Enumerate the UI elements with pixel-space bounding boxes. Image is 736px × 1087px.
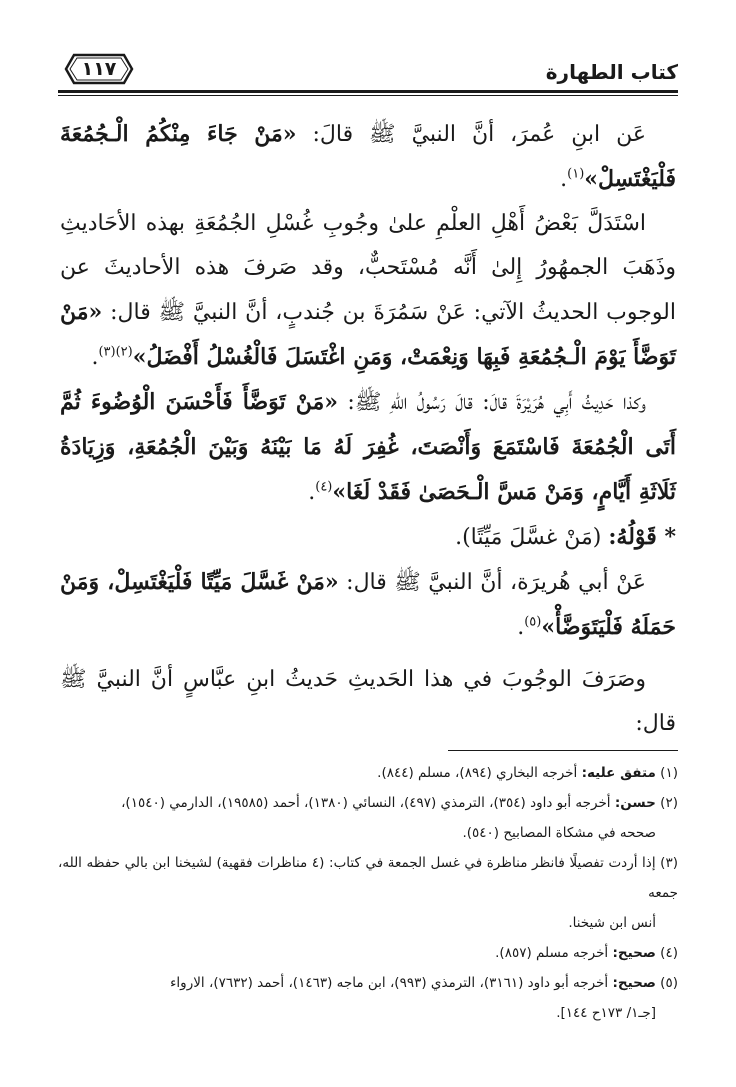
book-title: كتاب الطهارة [545,60,678,84]
footnote-grade: حسن: [614,795,656,811]
footnote-1 [58,758,678,788]
main-text [60,112,676,746]
footnote-text: أخرجه أبو داود (٣١٦١)، الترمذي (٩٩٣)، ابن ماجه (١٤٦٣)، أحمد (٧٦٣٢)، الارواء [170,975,613,991]
header-rule-thin [58,95,678,96]
star-bullet: * [656,524,676,550]
footnote-number: (١) [660,765,678,781]
footnote-separator [448,750,678,751]
footnote-grade: متفق عليه: [581,765,656,781]
paragraph-1 [60,112,676,202]
p2-hadith-quote: «مَنْ تَوَضَّأَ يَوْمَ الْـجُمُعَةِ فَبِهَا وَنِعْمَتْ، وَمَنِ اغْتَسَلَ فَالْغُسْلُ أَفْضَلُ» [60,299,676,370]
footnote-ref-1: (١) [567,166,585,182]
footnotes [58,758,678,1028]
paragraph-2 [60,202,676,380]
footnote-ref-4: (٤) [315,479,333,495]
footnote-number: (٥) [660,975,678,991]
section-heading [60,515,676,560]
footnote-3-continuation: أنس ابن شيخنا. [568,915,656,931]
footnote-number: (٣) [660,855,678,871]
footnote-4 [58,938,678,968]
page-header [58,50,678,98]
footnote-text: أخرجه أبو داود (٣٥٤)، الترمذي (٤٩٧)، النسائي (١٣٨٠)، أحمد (١٩٥٨٥)، الدارمي (١٥٤٠)، [121,795,615,811]
p5-text: وصَرَفَ الوجُوبَ في هذا الحَديثِ حَديثُ ابنِ عبَّاسٍ أنَّ النبيَّ ﷺ قال: [60,667,676,736]
p2-text: اسْتَدَلَّ بَعْضُ أَهْلِ العلْمِ علىٰ وجُوبِ غُسْلِ الجُمُعَةِ بهذه الأحَاديثِ وذَهَبَ الجمهُورُ إِلىٰ أَنَّه مُسْتَحبٌّ، وقد صَرفَ هذه الأحاديثَ عن الوجوب الحديثُ الآتي: عَنْ سَمُرَةَ بن جُندبٍ، أنَّ النبيَّ ﷺ قال: [60,211,676,325]
footnote-text: أخرجه مسلم (٨٥٧). [495,945,613,961]
heading-text: (مَنْ غسَّلَ مَيِّتًا). [455,525,609,550]
p3-lead: وكذا حَدِيثُ أَبِي هُرَيْرَةَ قالَ: قالَ رَسُولُ اللهِ ﷺ: [338,390,647,415]
footnote-5-continuation: [جـ١/ ١٧٣ح ١٤٤]. [556,1005,656,1021]
footnote-ref-5: (٥) [524,614,542,630]
p3-hadith-quote: «مَنْ تَوَضَّأَ فَأَحْسَنَ الْوُضُوءَ ثُمَّ أَتَى الْجُمُعَةَ فَاسْتَمَعَ وَأَنْصَتَ، غُفِرَ لَهُ مَا بَيْنَهُ وَبَيْنَ الْجُمُعَةِ، وَزِيَادَةُ ثَلَاثَةِ أَيَّامٍ، وَمَنْ مَسَّ الْـحَصَىٰ فَقَدْ لَغَا» [60,389,676,505]
heading-label: قَوْلُهُ: [608,524,657,550]
footnote-2 [58,788,678,818]
footnote-ref-2-3: (٢)(٣) [98,344,133,360]
footnote-grade: صحيح: [612,945,656,961]
p2-end: . [91,345,99,370]
p4-lead: عَنْ أبي هُريرَة، أنَّ النبيَّ ﷺ قال: [338,570,647,595]
paragraph-3 [60,380,676,515]
p1-end: . [560,167,568,192]
paragraph-4 [60,560,676,650]
footnote-5 [58,968,678,998]
page-number-badge [64,52,134,86]
p3-end: . [308,480,316,505]
p1-lead: عَن ابنِ عُمرَ، أنَّ النبيَّ ﷺ قالَ: [296,122,646,147]
p4-hadith-quote: «مَنْ غَسَّلَ مَيِّتًا فَلْيَغْتَسِلْ، وَمَنْ حَمَلَهُ فَلْيَتَوَضَّأْ» [60,569,676,640]
footnote-2-continuation: صححه في مشكاة المصابيح (٥٤٠). [462,825,656,841]
footnote-number: (٤) [660,945,678,961]
footnote-3 [58,848,678,908]
footnote-text: إذا أردت تفصيلًا فانظر مناظرة في غسل الجمعة في كتاب: (٤ مناظرات فقهية) لشيخنا ابن بالي حفظه الله، جمعه [58,855,678,901]
footnote-grade: صحيح: [612,975,656,991]
footnote-text: أخرجه البخاري (٨٩٤)، مسلم (٨٤٤). [377,765,582,781]
p4-end: . [517,615,525,640]
footnote-number: (٢) [660,795,678,811]
paragraph-5 [60,658,676,746]
p1-hadith-quote: «مَنْ جَاءَ مِنْكُمُ الْـجُمُعَةَ فَلْيَغْتَسِلْ» [60,121,676,192]
header-rule [58,90,678,93]
page-number: ١١٧ [81,58,117,80]
